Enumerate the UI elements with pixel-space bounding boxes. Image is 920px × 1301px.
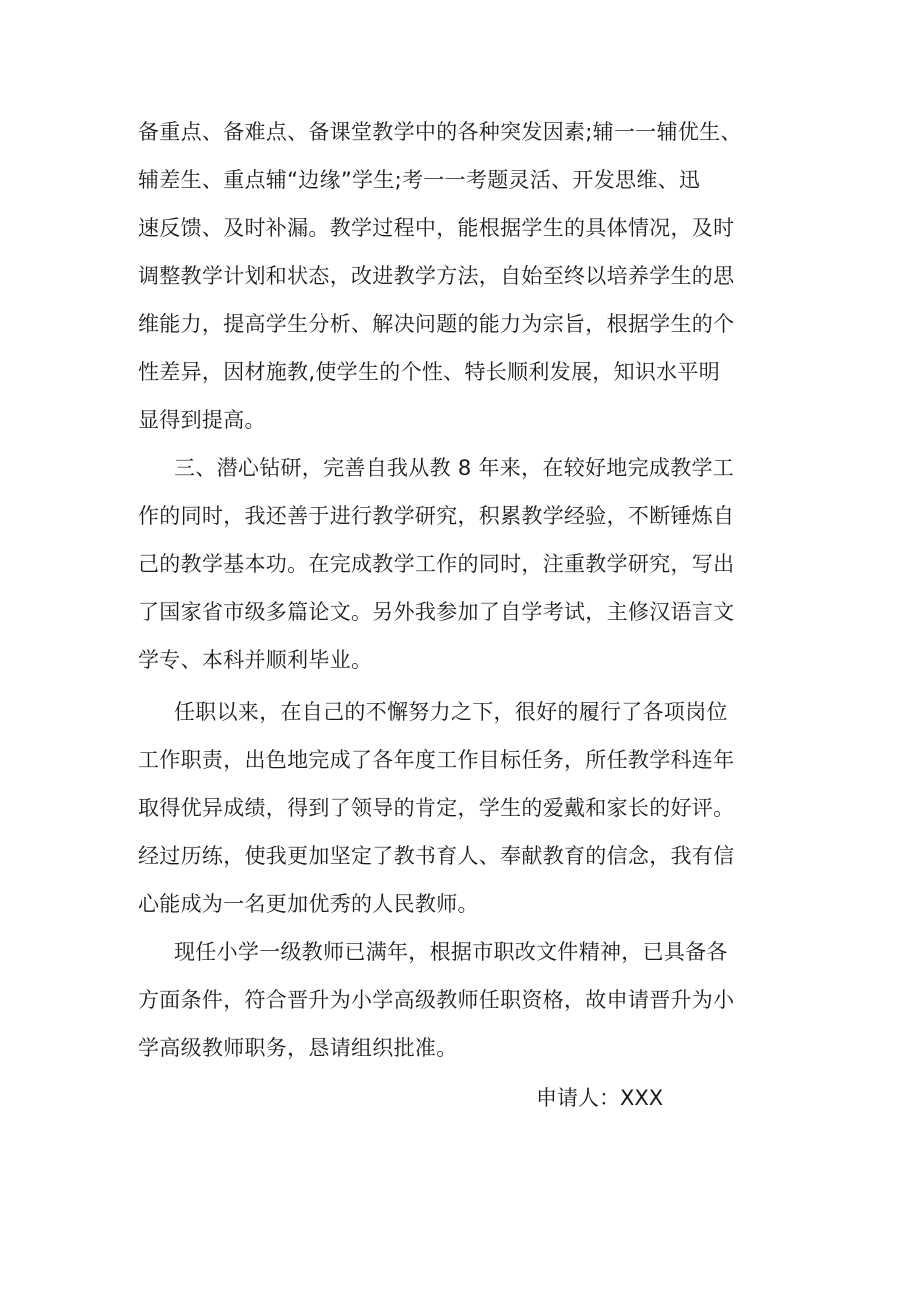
paragraph-1-line-6: 性差异，因材施教,使学生的个性、特长顺利发展，知识水平明	[138, 360, 721, 384]
paragraph-1-line-5: 维能力，提高学生分析、解决问题的能力为宗旨，根据学生的个	[138, 312, 735, 336]
paragraph-3-line-4: 经过历练，使我更加坚定了教书育人、奉献教育的信念，我有信	[138, 844, 735, 868]
applicant-signature: 申请人：XXX	[536, 1086, 664, 1110]
paragraph-2-line-1: 三、潜心钻研，完善自我从教 8 年来，在较好地完成教学工	[174, 456, 735, 480]
paragraph-2-line-2: 作的同时，我还善于进行教学研究，积累教学经验，不断锤炼自	[138, 504, 735, 528]
paragraph-4-line-2: 方面条件，符合晋升为小学高级教师任职资格，故申请晋升为小	[138, 988, 735, 1012]
paragraph-1-line-3: 速反馈、及时补漏。教学过程中，能根据学生的具体情况，及时	[138, 216, 735, 240]
paragraph-4-line-1: 现任小学一级教师已满年，根据市职改文件精神，已具备各	[174, 940, 728, 964]
paragraph-3-line-2: 工作职责，出色地完成了各年度工作目标任务，所任教学科连年	[138, 748, 735, 772]
paragraph-1-line-1: 备重点、备难点、备课堂教学中的各种突发因素;辅一一辅优生、	[138, 120, 742, 144]
paragraph-3-line-5: 心能成为一名更加优秀的人民教师。	[138, 892, 479, 916]
paragraph-2-line-5: 学专、本科并顺利毕业。	[138, 648, 373, 672]
paragraph-1-line-4: 调整教学计划和状态，改进教学方法，自始至终以培养学生的思	[138, 264, 735, 288]
paragraph-1-line-7: 显得到提高。	[138, 408, 266, 432]
paragraph-3-line-3: 取得优异成绩，得到了领导的肯定，学生的爱戴和家长的好评。	[138, 796, 735, 820]
paragraph-1-line-2: 辅差生、重点辅“边缘”学生;考一一考题灵活、开发思维、迅	[138, 168, 701, 192]
paragraph-3-line-1: 任职以来，在自己的不懈努力之下，很好的履行了各项岗位	[174, 700, 728, 724]
paragraph-2-line-3: 己的教学基本功。在完成教学工作的同时，注重教学研究，写出	[138, 552, 735, 576]
paragraph-4-line-3: 学高级教师职务，恳请组织批准。	[138, 1036, 458, 1060]
paragraph-2-line-4: 了国家省市级多篇论文。另外我参加了自学考试，主修汉语言文	[138, 600, 735, 624]
